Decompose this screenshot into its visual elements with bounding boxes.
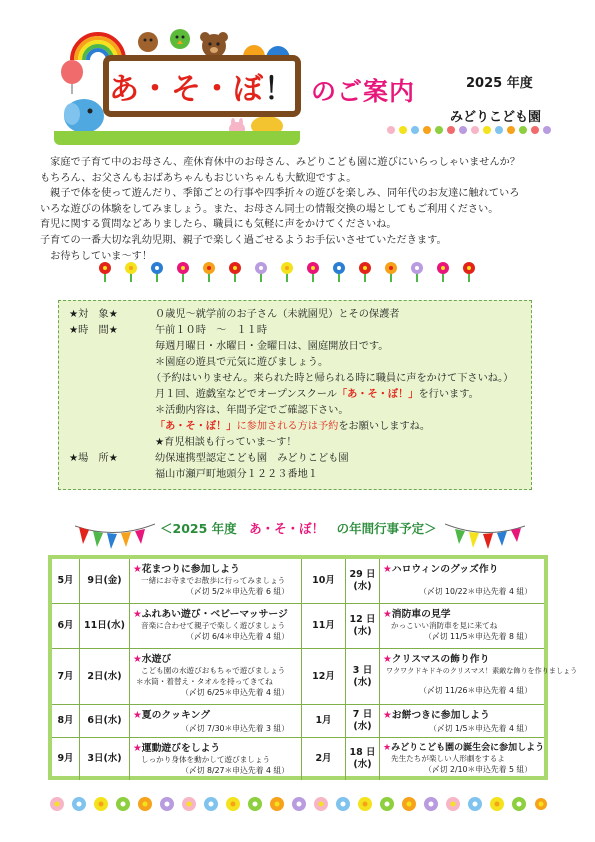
title-dot: ・ <box>202 72 233 107</box>
month-cell: 9月 <box>52 738 80 780</box>
intro-line: もちろん、お父さんもおばあちゃんもおじいちゃんも大歓迎ですよ。 <box>40 172 357 184</box>
event-cell <box>380 649 578 704</box>
flower-border-icon <box>48 795 548 813</box>
school-name: みどりこども園 <box>450 110 542 125</box>
event-cell <box>130 559 302 603</box>
date-cell: 11日(水) <box>80 604 130 648</box>
title-char-a: あ <box>109 72 140 107</box>
grass-decoration <box>54 131 300 145</box>
bird-icon <box>167 26 193 52</box>
reservation-text: をお願いしますね。 <box>338 421 431 432</box>
intro-line: 育児に関する質問などありましたら、職員にも気軽に声をかけてくださいね。 <box>40 219 397 231</box>
dot-garland-icon <box>385 124 555 136</box>
month-cell: 12月 <box>302 649 346 704</box>
program-name: あ・そ・ぼ！ <box>249 521 325 536</box>
open-school-text: を行います。 <box>418 389 479 400</box>
time-detail: ＊活動内容は、年間予定でご確認下さい。 <box>155 405 349 416</box>
event-detail: かっこいい消防車を見に来てね <box>391 621 498 630</box>
event-detail: ワクワクドキドキのクリスマス！素敵な飾りを作りましょう <box>386 666 578 675</box>
time-detail: ＊園庭の遊具で元気に遊びましょう。 <box>155 357 329 368</box>
open-school-line <box>155 387 479 402</box>
event-title: ★運動遊びをしよう <box>133 743 221 754</box>
event-title: ★水遊び <box>133 654 172 665</box>
table-row <box>52 604 544 649</box>
reservation-line <box>155 419 430 434</box>
fiscal-year: 2025 年度 <box>466 76 533 91</box>
program-name: 「あ・そ・ぼ！」 <box>336 389 419 400</box>
page-title <box>103 55 301 117</box>
intro-line: 家庭で子育て中のお母さん、産休育休中のお母さん、みどりこども園に遊びにいらっしゃいませんか？ <box>40 157 521 168</box>
program-name: 「あ・そ・ぼ！」 <box>155 421 237 432</box>
event-deadline: （〆切 10/22＊申込先着 4 組） <box>419 587 532 596</box>
schedule-title-text: の年間行事予定＞ <box>324 521 437 536</box>
title-dot: ・ <box>140 72 171 107</box>
month-cell: 11月 <box>302 604 346 648</box>
target-value: ０歳児～就学前のお子さん（未就園児）とその保護者 <box>155 309 400 320</box>
date-cell: 7 日 (水) <box>346 705 380 737</box>
date-cell: 18 日 (水) <box>346 738 380 780</box>
event-detail: 先生たちが楽しい人形劇をするよ <box>391 754 505 763</box>
date-cell: 3 日 (水) <box>346 649 380 704</box>
elephant-icon <box>60 96 106 136</box>
event-deadline: （〆切 6/25＊申込先着 4 組） <box>181 688 289 697</box>
event-title: ★クリスマスの飾り作り <box>383 654 490 665</box>
bunting-icon <box>75 520 155 554</box>
event-cell <box>130 649 302 704</box>
event-detail: ＊水筒・着替え・タオルを持ってきてね <box>136 677 273 686</box>
event-title: ★夏のクッキング <box>133 710 211 721</box>
event-cell <box>130 738 302 780</box>
month-cell: 8月 <box>52 705 80 737</box>
event-deadline: （〆切 11/5＊申込先着 8 組） <box>424 632 532 641</box>
event-deadline: （〆切 5/2＊申込先着 6 組） <box>186 587 289 596</box>
date-cell: 12 日 (水) <box>346 604 380 648</box>
event-cell <box>380 559 544 603</box>
event-deadline: （〆切 1/5＊申込先着 4 組） <box>429 724 532 733</box>
event-cell <box>380 604 544 648</box>
date-cell: 6日(水) <box>80 705 130 737</box>
intro-line: 子育ての一番大切な乳幼児期、親子で楽しく過ごせるようお手伝いさせていただきます。 <box>40 234 447 246</box>
table-row <box>52 705 544 738</box>
date-cell: 2日(水) <box>80 649 130 704</box>
event-deadline: （〆切 6/4＊申込先着 4 組） <box>186 632 289 641</box>
event-detail: 音楽に合わせて親子で楽しく遊びましょう <box>141 621 286 630</box>
place-label: ★場 所★ <box>69 453 118 464</box>
table-row <box>52 738 544 780</box>
bunting-icon <box>445 520 525 554</box>
open-school-text: 月１回、遊戯室などでオープンスクール <box>155 389 337 400</box>
intro-line: いろな遊びの体験をしてみましょう。また、お母さん同士の情報交換の場としてもご利用ください。 <box>40 203 499 215</box>
month-cell: 6月 <box>52 604 80 648</box>
event-title: ★消防車の見学 <box>383 609 451 620</box>
target-label: ★対 象★ <box>69 309 118 320</box>
balloon-icon <box>58 60 86 94</box>
month-cell: 1月 <box>302 705 346 737</box>
time-detail: （予約はいりません。来られた時と帰られる時に職員に声をかけて下さいね。） <box>151 373 514 384</box>
month-cell: 5月 <box>52 559 80 603</box>
info-box <box>58 300 532 490</box>
schedule-title-text: ＜2025 年度 <box>160 521 250 536</box>
event-title: ★ハロウィンのグッズ作り <box>383 564 499 575</box>
event-deadline: （〆切 2/10＊申込先着 5 組） <box>424 765 532 774</box>
intro-line: 親子で体を使って遊んだり、季節ごとの行事や四季折々の遊びを楽しみ、同年代のお友達に触れていろ <box>40 188 520 200</box>
table-row <box>52 559 544 604</box>
intro-text <box>40 155 560 264</box>
schedule-table <box>48 555 578 780</box>
month-cell: 7月 <box>52 649 80 704</box>
date-cell: 9日(金) <box>80 559 130 603</box>
event-deadline: （〆切 8/27＊申込先着 4 組） <box>181 766 289 775</box>
time-detail: 毎週月曜日・水曜日・金曜日は、園庭開放日です。 <box>155 341 389 352</box>
table-row <box>52 649 578 705</box>
event-title: ★みどりこども園の誕生会に参加しよう <box>383 743 545 753</box>
event-cell <box>130 604 302 648</box>
date-cell: 29 日 (水) <box>346 559 380 603</box>
event-cell <box>130 705 302 737</box>
event-deadline: （〆切 11/26＊申込先着 4 組） <box>419 686 532 695</box>
month-cell: 2月 <box>302 738 346 780</box>
event-cell <box>380 705 544 737</box>
place-value: 幼保連携型認定こども園 みどりこども園 <box>155 453 349 464</box>
page-title-suffix: のご案内 <box>311 77 416 106</box>
time-label: ★時 間★ <box>69 325 118 336</box>
flower-row-icon <box>95 260 495 282</box>
event-detail: こども園の水遊びおもちゃで遊びましょう <box>141 666 286 675</box>
schedule-title <box>160 519 437 537</box>
squirrel-icon <box>135 28 161 54</box>
event-detail: しっかり身体を動かして遊びましょう <box>141 755 271 764</box>
date-cell: 3日(水) <box>80 738 130 780</box>
title-char-bo: ぼ <box>233 72 264 107</box>
event-cell <box>380 738 544 780</box>
header <box>0 0 595 150</box>
event-title: ★花まつりに参加しよう <box>133 564 240 575</box>
event-title: ★ふれあい遊び・ベビーマッサージ <box>133 609 288 620</box>
time-value: 午前１０時 ～ １１時 <box>155 325 268 336</box>
event-detail: 一緒にお寺までお散歩に行ってみましょう <box>141 576 286 585</box>
title-char-so: そ <box>171 72 202 107</box>
month-cell: 10月 <box>302 559 346 603</box>
event-deadline: （〆切 7/30＊申込先着 3 組） <box>181 724 289 733</box>
reservation-text: に参加される方は予約 <box>236 421 339 432</box>
intro-line: お待ちしていま～す！ <box>40 250 153 262</box>
place-address: 福山市瀬戸町地頭分１２２３番地１ <box>155 469 318 480</box>
consultation-line: ★育児相談も行っていま～す！ <box>155 437 297 448</box>
title-exclamation: ！ <box>264 72 295 107</box>
event-title: ★お餅つきに参加しよう <box>383 710 490 721</box>
